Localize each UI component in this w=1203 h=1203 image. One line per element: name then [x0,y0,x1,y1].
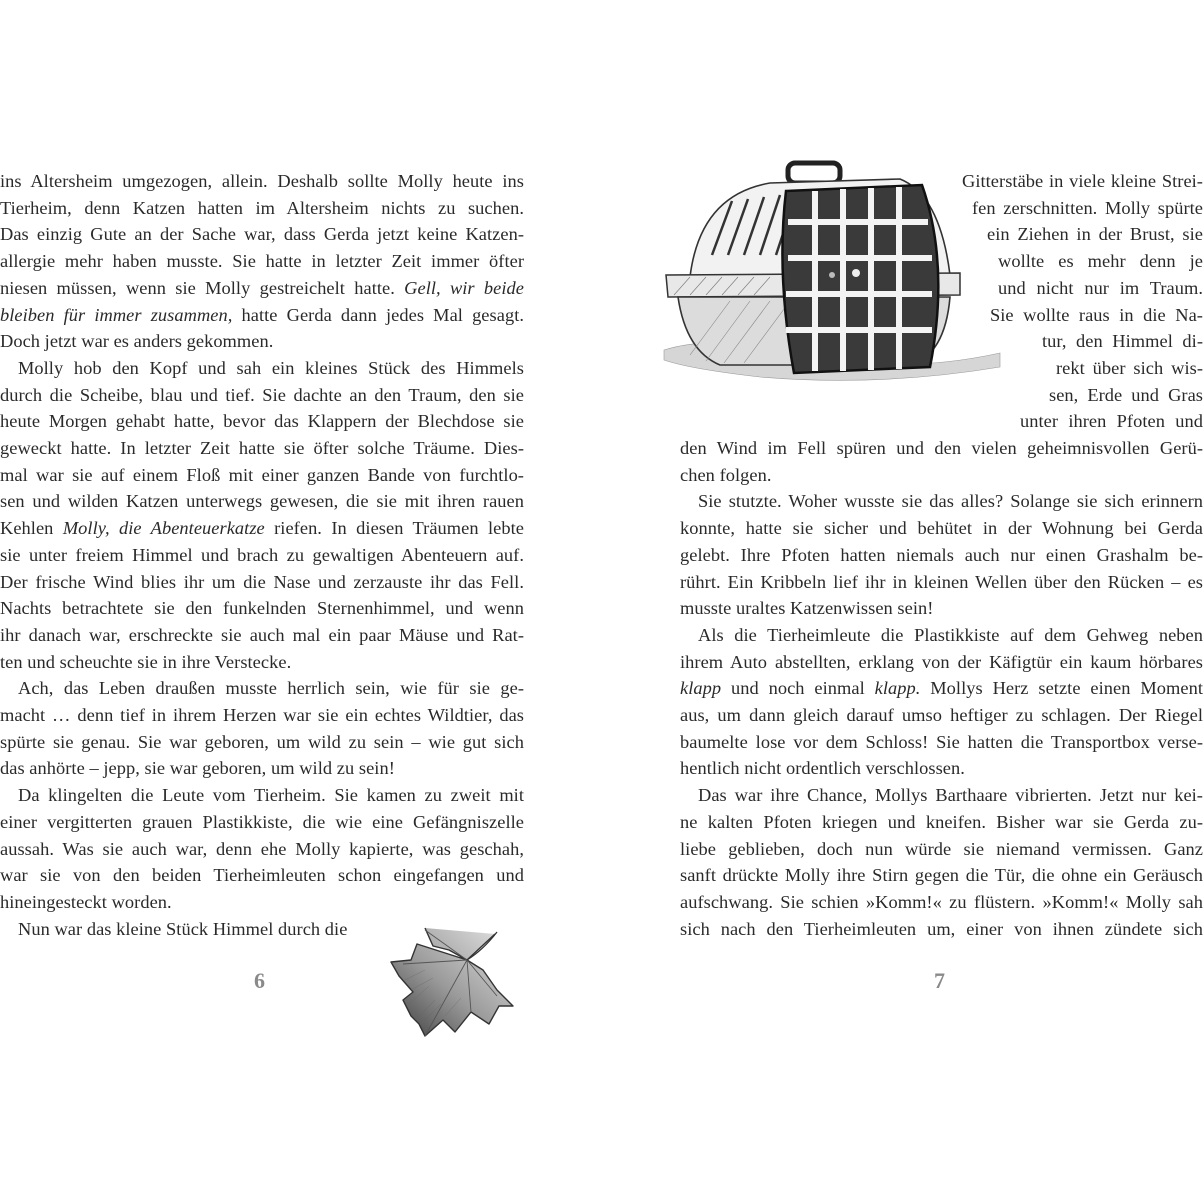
text-line: Nun war das kleine Stück Himmel durch die [18,918,348,939]
text-line: das anhörte – jepp, sie war geboren, um wild zu sein! [0,758,395,779]
text-line: durch die Scheibe, blau und tief. Sie dachte an den Traum, den sie [0,384,524,405]
text-line: aufschwang. Sie schien »Komm!« zu flüstern. »Komm!« Molly sah [680,891,1203,912]
text-line: aus, um dann gleich darauf umso heftiger zu schlagen. Der Riegel [680,705,1203,725]
maple-leaf-icon [385,920,530,1045]
text-line: Das einzig Gute an der Sache war, dass Gerda jetzt keine Katzen- [0,224,524,245]
text-line: ins Altersheim umgezogen, allein. Deshalb sollte Molly heute ins [0,171,524,191]
text-line: Da klingelten die Leute vom Tierheim. Sie kamen zu zweit mit [18,785,524,806]
text-line: war sie von den beiden Tierheimleuten schon eingefangen und [0,865,524,886]
text-line: unter ihren Pfoten und [1020,411,1203,432]
text-line: Doch jetzt war es anders gekommen. [0,331,274,352]
text-line: Sie wollte raus in die Na- [990,304,1203,325]
text-line: hineingesteckt worden. [0,891,172,912]
text-line: spürte sie genau. Sie war geboren, um wild zu sein – wie gut sich [0,731,524,752]
right-page [680,0,1203,1203]
text-line: fen zerschnitten. Molly spürte [972,197,1203,218]
text-line: Ach, das Leben draußen musste herrlich sein, wie für sie ge- [18,678,524,699]
text-line: musste uraltes Katzenwissen sein! [680,598,934,619]
text-line: ihr danach war, erschreckte sie auch mal ein paar Mäuse und Rat- [0,624,524,645]
text-line: Das war ihre Chance, Mollys Barthaare vibrierten. Jetzt nur kei- [698,785,1203,806]
text-line: rührt. Ein Kribbeln lief ihr in kleinen Wellen über den Rücken – es [680,571,1203,592]
text-line: Als die Tierheimleute die Plastikkiste auf dem Gehweg neben [698,624,1203,645]
text-line: Der frische Wind blies ihr um die Nase und zerzauste ihr das Fell. [0,571,524,592]
text-line [680,675,1203,702]
text-line: den Wind im Fell spüren und den vielen geheimnisvollen Gerü- [680,438,1203,458]
italic-speech: bleiben für immer zusammen, [0,304,233,325]
cat-carrier-icon [660,155,1010,390]
text-line: hentlich nicht ordentlich verschlossen. [680,758,965,779]
text-line [0,275,524,302]
left-page [0,0,530,1203]
italic-sound: klapp [680,678,722,699]
text-run: hatte Gerda dann jedes Mal gesagt. [232,304,524,325]
text-line [0,302,524,329]
text-line: baumelte lose vor dem Schloss! Sie hatten die Transportbox verse- [680,731,1203,752]
text-line: sen, Erde und Gras [1049,384,1203,405]
italic-speech: Gell, wir beide [404,277,524,298]
text-line [0,515,524,542]
text-line: heute Morgen gehabt hatte, bevor das Klappern der Blechdose sie [0,411,524,432]
text-line: konnte, hatte sie sicher und behütet in der Wohnung bei Gerda [680,518,1203,539]
page-number: 6 [254,968,265,993]
italic-speech: Molly, die Abenteuerkatze [62,518,265,539]
text-line: aussah. Was sie auch war, denn ehe Molly kapierte, was geschah, [0,838,524,859]
text-run: Kehlen [0,518,63,539]
italic-sound: klapp. [874,678,921,699]
text-line: rekt über sich wis- [1056,357,1203,378]
text-line: Sie stutzte. Woher wusste sie das alles? Solange sie sich erinnern [698,491,1203,512]
text-line: wollte es mehr denn je [998,251,1203,272]
text-line: gelebt. Ihre Pfoten hatten niemals auch nur einen Grashalm be- [680,544,1203,565]
text-line: ne kalten Pfoten kriegen und kneifen. Bisher war sie Gerda zu- [680,811,1203,832]
text-line: sanft drückte Molly ihre Stirn gegen die Tür, die ohne ein Geräusch [680,865,1203,886]
text-line: macht … denn tief in ihrem Herzen war sie ein echtes Wildtier, das [0,705,524,725]
text-line: liebe geblieben, doch nun würde sie niemand vermissen. Ganz [680,838,1203,859]
text-run: Mollys Herz setzte einen Moment [920,678,1203,699]
text-run: niesen müssen, wenn sie Molly gestreichelt hatte. [0,277,405,298]
text-line: ihrem Auto abstellten, erklang von der Käfigtür ein kaum hörbares [680,651,1203,672]
text-line: mal war sie auf einem Floß mit einer ganzen Bande von furchtlo- [0,464,524,485]
text-line: ten und scheuchte sie in ihre Verstecke. [0,651,292,672]
text-line: ein Ziehen in der Brust, sie [987,224,1203,245]
text-line: allergie mehr haben musste. Sie hatte in letzter Zeit immer öfter [0,251,524,272]
text-line: Gitterstäbe in viele kleine Strei- [962,171,1203,191]
text-line: sen und wilden Katzen unterwegs gewesen, die sie mit ihren rauen [0,491,524,512]
text-line: sie unter freiem Himmel und brach zu gewaltigen Abenteuern auf. [0,544,524,565]
text-line: und nicht nur im Traum. [998,277,1203,298]
text-line: chen folgen. [680,464,772,485]
text-line: Nachts betrachtete sie den funkelnden Sternenhimmel, und wenn [0,598,524,619]
text-run: und noch einmal [721,678,875,699]
text-line: einer vergitterten grauen Plastikkiste, die wie eine Gefängniszelle [0,811,524,832]
text-line: tur, den Himmel di- [1042,331,1203,352]
text-run: riefen. In diesen Träumen lebte [264,518,524,539]
page-number: 7 [934,968,945,993]
text-line: Tierheim, denn Katzen hatten im Altersheim nichts zu suchen. [0,197,524,218]
text-line: sich nach den Tierheimleuten um, einer von ihnen zündete sich [680,918,1203,939]
text-line: geweckt hatte. In letzter Zeit hatte sie öfter solche Träume. Dies- [0,438,524,458]
text-line: Molly hob den Kopf und sah ein kleines Stück des Himmels [18,357,524,378]
